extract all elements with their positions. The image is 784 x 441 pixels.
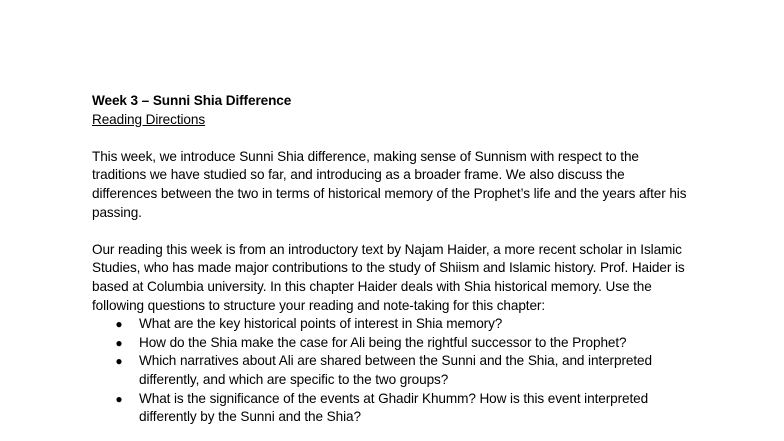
question-text: What is the significance of the events at Ghadir Khumm? How is this event interpreted differently by the Sunni and the Shia?: [139, 390, 649, 425]
question-list: [92, 315, 692, 427]
document-title: Week 3 – Sunni Shia Difference: [92, 93, 292, 108]
question-item: [92, 390, 692, 427]
intro-paragraph: This week, we introduce Sunni Shia difference, making sense of Sunnism with respect to the traditions we have studied so far, and introducing as a broader frame. We also discuss the differences between the two in terms of historical memory of the Prophet’s life and the years after his passing.: [92, 148, 687, 220]
question-text: Which narratives about Ali are shared between the Sunni and the Shia, and interpreted differently, and which are specific to the two groups?: [139, 353, 652, 387]
bullet-icon: ●: [115, 391, 123, 406]
question-text: What are the key historical points of interest in Shia memory?: [139, 316, 503, 332]
bullet-icon: ●: [115, 317, 123, 332]
question-item: [92, 334, 692, 353]
bullet-icon: ●: [115, 335, 123, 350]
document-body: [92, 92, 692, 427]
question-item: [92, 352, 692, 389]
question-text: How do the Shia make the case for Ali being the rightful successor to the Prophet?: [139, 334, 627, 350]
bullet-icon: ●: [115, 354, 123, 369]
question-item: [92, 315, 692, 334]
document-subtitle: Reading Directions: [92, 111, 206, 127]
reading-paragraph: Our reading this week is from an introductory text by Najam Haider, a more recent scholar in Islamic Studies, who has made major contributions to the study of Shiism and Islamic history. Prof. Haider is based at Columbia university. In this chapter Haider deals with Shia historical memory. Use the following questions to structure your reading and note-taking for this chapter:: [92, 241, 685, 313]
